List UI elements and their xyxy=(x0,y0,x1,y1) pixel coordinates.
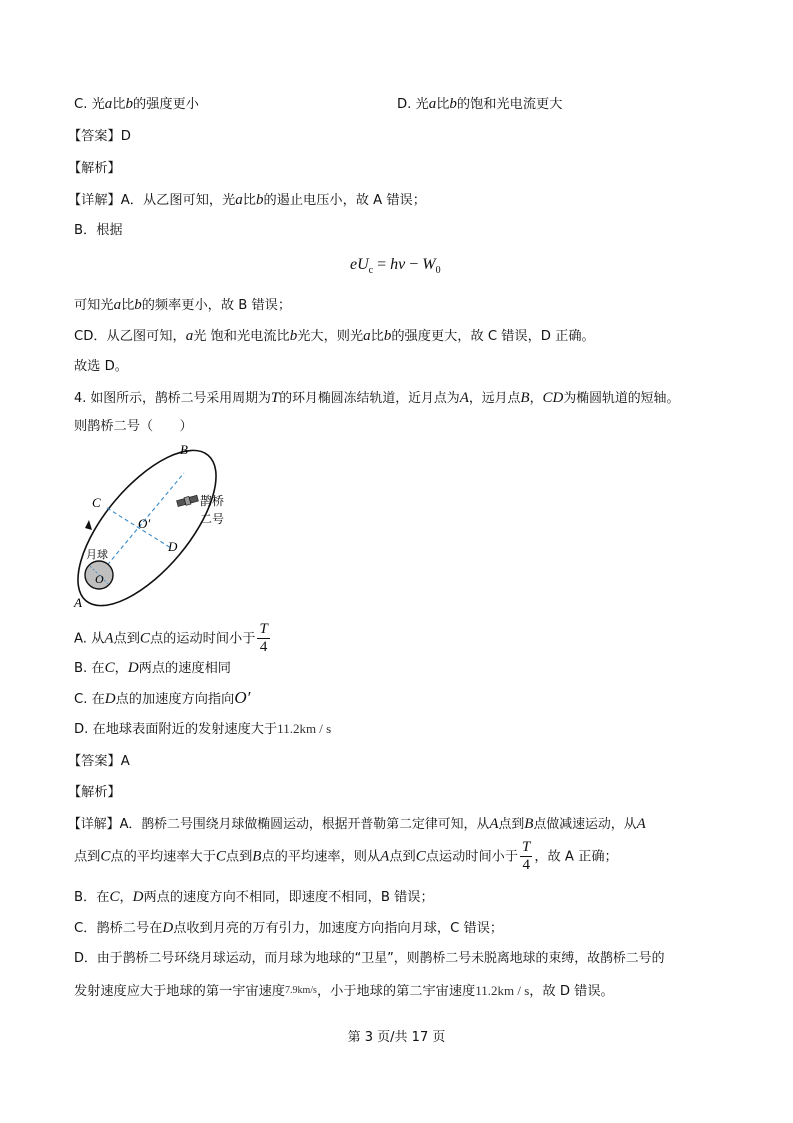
q3-detail-b-conclusion: 可知光a比b的频率更小，故 B 错误； xyxy=(74,297,292,313)
fraction-T-over-4: $\frac{T}{4}$ xyxy=(259,621,268,655)
q3-detail-a: 【详解】A．从乙图可知，光a比b的遏止电压小，故 A 错误； xyxy=(68,192,426,208)
label-C: C xyxy=(92,495,101,510)
q3-answer: 【答案】D xyxy=(68,129,131,144)
q4-detail-line4: C．鹊桥二号在D点收到月亮的万有引力，加速度方向指向月球，C 错误； xyxy=(74,920,504,936)
fraction-T-over-4-detail: $\frac{T}{4}$ xyxy=(522,839,531,873)
q3-analysis-label: 【解析】 xyxy=(68,161,121,176)
q3-choose: 故选 D。 xyxy=(74,359,128,374)
q3-detail-b: B．根据 xyxy=(74,223,123,238)
label-satellite-1: 鹊桥 xyxy=(200,494,225,508)
q3-detail-cd: CD．从乙图可知，a光 饱和光电流比b光大，则光a比b的强度更大，故 C 错误，D 正确。 xyxy=(74,328,595,344)
label-O: O xyxy=(95,572,104,586)
q4-option-a: A. 从A点到C点的运动时间小于 $\frac{T}{4}$ xyxy=(74,621,268,655)
q4-option-b: B. 在C，D两点的速度相同 xyxy=(74,660,231,676)
page-number-footer: 第 3 页/共 17 页 xyxy=(347,1030,446,1045)
q4-detail-line3: B．在C，D两点的速度方向不相同，即速度不相同，B 错误； xyxy=(74,889,434,905)
orbit-figure xyxy=(64,436,244,614)
q4-answer: 【答案】A xyxy=(68,754,130,769)
q4-option-c: C. 在D点的加速度方向指向O′ xyxy=(74,688,251,707)
option-c-prev: C. 光a比b的强度更小 xyxy=(74,96,199,112)
option-d-prev: D. 光a比b的饱和光电流更大 xyxy=(397,96,563,112)
q4-detail-line6: 发射速度应大于地球的第一宇宙速度7.9km/s，小于地球的第二宇宙速度11.2km / s，故 D 错误。 xyxy=(74,983,614,999)
q4-analysis-label: 【解析】 xyxy=(68,785,121,800)
q4-stem-line1: 4. 如图所示，鹊桥二号采用周期为T的环月椭圆冻结轨道，近月点为A，远月点B，CD为椭圆轨道的短轴。 xyxy=(74,390,680,406)
q4-detail-line2: 点到C点的平均速率大于C点到B点的平均速率，则从A点到C点运动时间小于 $\frac{T}{4}$ ，故 A 正确； xyxy=(74,839,618,873)
photoelectric-equation: $eU_c = h\nu - W_0$ xyxy=(350,256,441,277)
q4-option-d: D. 在地球表面附近的发射速度大于11.2km / s xyxy=(74,721,332,737)
q4-detail-line1: 【详解】A．鹊桥二号围绕月球做椭圆运动，根据开普勒第二定律可知，从A点到B点做减速运动，从A xyxy=(68,816,646,832)
label-B: B xyxy=(180,442,188,457)
direction-arrow-icon xyxy=(85,520,92,530)
label-A: A xyxy=(74,595,82,610)
label-O-prime: O′ xyxy=(138,516,151,531)
q4-detail-line5: D．由于鹊桥二号环绕月球运动，而月球为地球的“卫星”，则鹊桥二号未脱离地球的束缚，故鹊桥二号的 xyxy=(74,951,665,966)
label-satellite-2: 二号 xyxy=(200,512,225,526)
q4-stem-line2: 则鹊桥二号（ ） xyxy=(74,419,193,434)
label-moon: 月球 xyxy=(86,549,108,561)
satellite-icon xyxy=(176,494,198,507)
label-D: D xyxy=(168,539,178,554)
